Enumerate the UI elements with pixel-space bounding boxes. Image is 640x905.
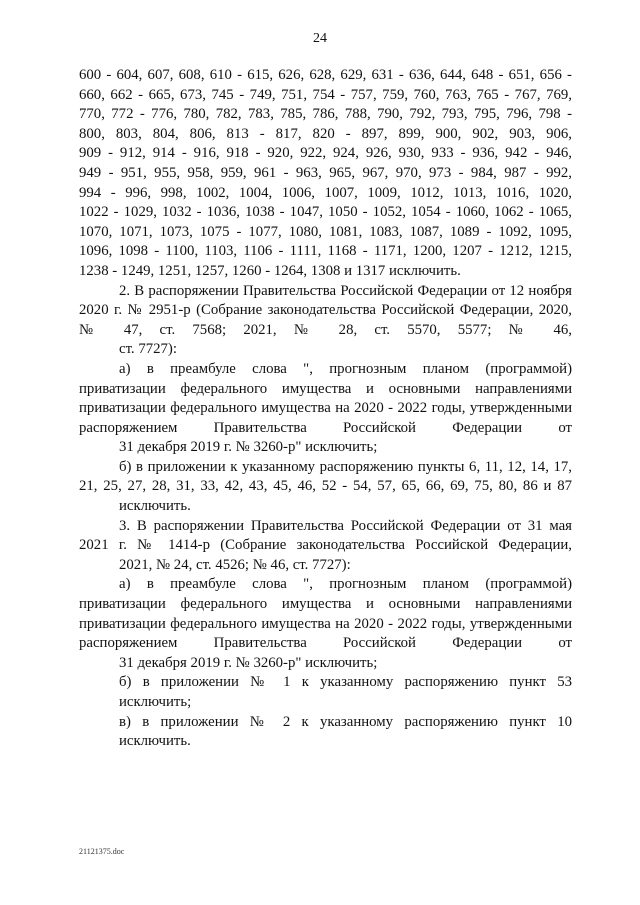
text-line: 1070, 1071, 1073, 1075 - 1077, 1080, 1081, 1083, 1087, 1089 - 1092, 1095, [79, 223, 572, 240]
text-line: 1022 - 1029, 1032 - 1036, 1038 - 1047, 1050 - 1052, 1054 - 1060, 1062 - 1065, [79, 204, 572, 221]
paragraph-text: б) в приложении № 1 к указанному распоряжению пункт 53 [119, 674, 572, 691]
text-line: 770, 772 - 776, 780, 782, 783, 785, 786, 788, 790, 792, 793, 795, 796, 798 - [79, 106, 572, 123]
paragraph-text: б) в приложении к указанному распоряжению пункты 6, 11, 12, 14, 17, 21, 25, 27, 28, 31, 33, 42, 43, 45, 46, 52 - 54, 57, 65, 66, 69, 75, 80, 86 и 87 [79, 458, 572, 495]
paragraph-2b [79, 458, 572, 517]
paragraph-text: а) в преамбуле слова ", прогнозным планом (программой) приватизации федерального имущества и основными направлениями приватизации федерального имущества на 2020 - 2022 годы, утвержденными распоряжением Правительства Российской Федерации от [79, 576, 572, 652]
page-number: 24 [313, 31, 327, 46]
text-line: 909 - 912, 914 - 916, 918 - 920, 922, 924, 926, 930, 933 - 936, 942 - 946, [79, 145, 572, 162]
paragraph-last-line: 31 декабря 2019 г. № 3260-р" исключить; [119, 439, 378, 456]
text-line: 994 - 996, 998, 1002, 1004, 1006, 1007, 1009, 1012, 1013, 1016, 1020, [79, 184, 572, 201]
text-line: 1096, 1098 - 1100, 1103, 1106 - 1111, 1168 - 1171, 1200, 1207 - 1212, 1215, [79, 243, 572, 260]
paragraph-last-line: ст. 7727): [119, 341, 177, 358]
text-line: 600 - 604, 607, 608, 610 - 615, 626, 628, 629, 631 - 636, 644, 648 - 651, 656 - [79, 67, 572, 83]
text-line: 949 - 951, 955, 958, 959, 961 - 963, 965, 967, 970, 973 - 984, 987 - 992, [79, 164, 572, 181]
text-line: 1238 - 1249, 1251, 1257, 1260 - 1264, 1308 и 1317 исключить. [79, 262, 461, 279]
paragraph-1-continuation [79, 66, 572, 282]
paragraph-2a [79, 360, 572, 458]
paragraph-text: а) в преамбуле слова ", прогнозным планом (программой) приватизации федерального имущества и основными направлениями приватизации федерального имущества на 2020 - 2022 годы, утвержденными распоряжением Правительства Российской Федерации от [79, 360, 572, 436]
paragraph-text: в) в приложении № 2 к указанному распоряжению пункт 10 [119, 713, 572, 730]
paragraph-text: 3. В распоряжении Правительства Российской Федерации от 31 мая 2021 г. № 1414-р (Собрание законодательства Российской Федерации, [79, 517, 572, 554]
paragraph-last-line: 31 декабря 2019 г. № 3260-р" исключить; [119, 654, 378, 671]
paragraph-text: 2. В распоряжении Правительства Российской Федерации от 12 ноября 2020 г. № 2951-р (Собрание законодательства Российской Федерации, 2020, № 47, ст. 7568; 2021, № 28, ст. 5570, 5577; № 46, [79, 282, 572, 338]
paragraph-3a [79, 575, 572, 673]
paragraph-last-line: исключить. [119, 498, 191, 515]
footer-filename: 21121375.doc [79, 847, 125, 856]
paragraph-2 [79, 282, 572, 360]
text-line: 800, 803, 804, 806, 813 - 817, 820 - 897, 899, 900, 902, 903, 906, [79, 125, 572, 142]
document-body [79, 66, 572, 752]
text-line: 660, 662 - 665, 673, 745 - 749, 751, 754 - 757, 759, 760, 763, 765 - 767, 769, [79, 86, 572, 103]
paragraph-last-line: исключить. [119, 733, 191, 750]
paragraph-3b [79, 673, 572, 712]
paragraph-3 [79, 517, 572, 576]
paragraph-last-line: 2021, № 24, ст. 4526; № 46, ст. 7727): [119, 556, 351, 573]
paragraph-3c [79, 713, 572, 752]
paragraph-last-line: исключить; [119, 694, 192, 710]
